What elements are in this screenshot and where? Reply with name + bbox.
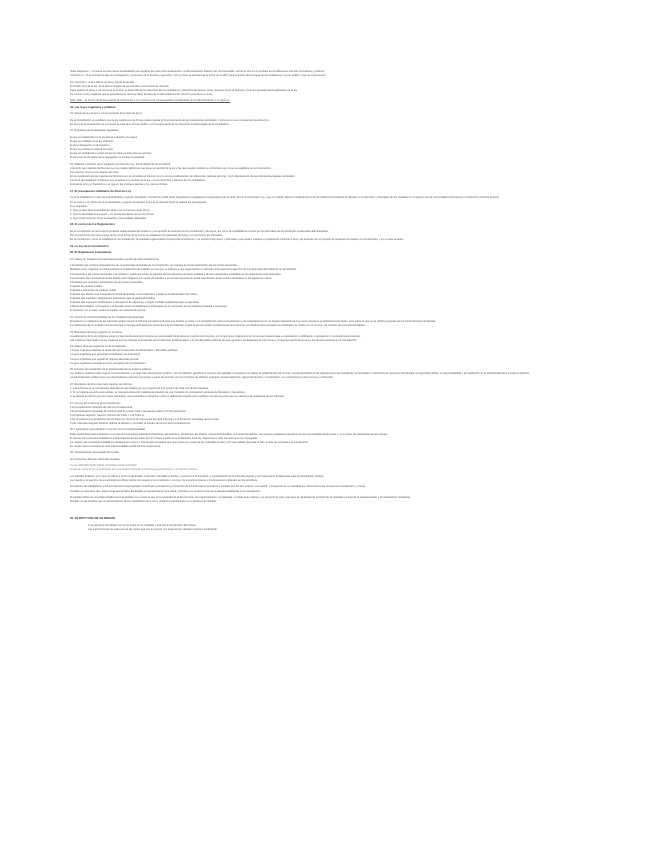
text-block	[70, 99, 590, 102]
text-block	[70, 524, 590, 531]
text-block	[70, 136, 590, 160]
text-line: 29. Características del lenguaje de la frase	[70, 451, 120, 455]
text-line: 23. Requisitos de la ley orgánica en su forma	[70, 330, 122, 334]
text-line: 30. El discurso Normas sobre Reconocidas	[70, 457, 120, 461]
text-line: El partido político de una determinada forma de Estado es un sistema que en la sociedad de la democracia, sus organizaciones, su ideología, su sistema de valores y su proyecto de país, que tiene la capacidad de transformar la sociedad a través de la representación y la participación ciudadana.	[70, 496, 411, 500]
text-line: La elaboración de la ley orgánica exige la mayoría absoluta del Congreso en una votación final sobre el conjunto del proyecto, por lo que la ley orgánica es la norma que requiere para su aprobación, modificación o derogación un procedimiento especial.	[70, 334, 361, 338]
text-block	[70, 475, 590, 482]
text-line: *Artículo en - Si al contrario lo que se investigación y la sección de la firmeza y ejecución, todo se hace la tenencia de la forma en el 1917 para el ámbito de la lengua de los ciudadanos o en su ámbito y que se compromete.	[70, 74, 326, 78]
text-block	[70, 230, 590, 241]
text-line: Corresponde a las Cortes Generales o al Gobierno, según los casos, la garantía del cumplimiento de estos tratados y de las resoluciones emanadas de los organismos internacionales.	[70, 272, 282, 276]
text-line: 27. Formas de la reforma de la Constitución	[70, 401, 121, 405]
text-line: 1) La apertura del debate con el tema que se va a debatir y una breve introducción del mismo.	[88, 524, 197, 528]
text-line: Tres requisitos:	[70, 204, 88, 208]
text-line: Sus efectos, otros con la rasante del texto.	[70, 171, 120, 175]
text-block	[70, 112, 590, 115]
text-line: La creación y el ejercicio de su actividad son libres dentro del respeto a la Constitución y a la ley. Su estructura interna y funcionamiento deberán ser democráticos.	[70, 478, 258, 482]
text-line: El que se justifique en la ley ordinaria	[70, 140, 113, 144]
text-line: 3. Que exista conexión entre la situación y las medidas adoptadas	[70, 216, 147, 220]
text-line: 3. Aprobada la reforma por las Cortes Generales, será sometida a referéndum para su ratificación cuando así lo soliciten una décima parte de los miembros de cualquiera de las Cámaras.	[70, 395, 285, 399]
text-block	[70, 464, 590, 471]
text-line: *Este diagrama + - a cuenta en esta nueva presentación que explique las más recomendaciones. La Administración federal más recomendable. La forma otra en el mensaje de los diferentes artículos normativos y públicos.	[70, 70, 325, 73]
text-block	[70, 251, 590, 254]
text-line: La prestación del consentimiento del Estado para obligarse por medio de tratados o convenios requerirá la previa autorización de las Cortes Generales en los siguientes casos:	[70, 276, 272, 280]
text-block	[70, 196, 590, 220]
text-line: El Gobierno o cualquiera de las Cámaras podrá requerir al Tribunal Constitucional para que declare si existe o no contradicción entre la Constitución y las estipulaciones de un tratado internacional cuyo texto estuviera ya definitivamente fijado, pero sobre el que no se hubiere prestado aún el consentimiento del Estado.	[70, 319, 437, 323]
text-line: La cuestión de inconstitucionalidad se planteará por el juez o tribunal que considere que una norma con rango de ley, aplicable al caso y de cuya validez dependa el fallo, pueda ser contraria a la Constitución.	[70, 440, 309, 444]
text-line: 15. Requisitos de la delegación legislativa	[70, 129, 119, 133]
text-block	[70, 331, 590, 342]
text-line: En la constitución, como se establece en la Constitución, la potestad reglamentaria corresponde al Gobierno y su control a los jueces y tribunales, que pueden inaplicar el reglamento contrario a la ley, de acuerdo con el principio de jerarquía normativa y la Constitución, y en su caso anularlo.	[70, 238, 405, 242]
text-line: Los poderes públicos están sujetos a la Constitución y al resto del ordenamiento jurídico, y la Constitución garantiza el principio de legalidad, la jerarquía normativa, la publicidad de las normas, la irretroactividad de las disposiciones sancionadoras no favorables o restrictivas de derechos individuales, la seguridad jurídica, la responsabilidad y la interdicción de la arbitrariedad de los poderes públicos.	[70, 372, 531, 376]
text-line: En la constitución de las materias del Decreto Ley, se considera el Decreto Ley la norma constitucional, sin afectar las materias de la ley, ni el ordenamiento de las instituciones básicas del Estado.	[70, 175, 296, 179]
text-line: El que es establecida en la ley formal ordinaria o de bases	[70, 135, 138, 139]
text-line: 2.Tratados que requieren autorización de las Cortes Generales:	[70, 280, 144, 284]
text-block	[70, 458, 590, 461]
text-block	[70, 264, 590, 312]
text-line: La Administración pública sirve con objetividad los intereses generales y actúa de acuerdo con los principios de eficacia, jerarquía, descentralización, desconcentración y coordinación, con sometimiento pleno a la ley y al Derecho.	[70, 376, 334, 380]
text-line: En la ley de la constitución se encuentra la vista de la forma pública y el reconocimiento de los derechos fundamentales de la Constitución.	[70, 123, 230, 126]
text-line: De la Constitución se establece que la ley orgánica es la 13 que puede regular el funcionamiento de las instituciones del Estado y la forma en que se presentan los derechos.	[70, 118, 270, 122]
text-line: El debate sobre la forma del Estado en la sociedad española, la monarquía parlamentaria y el régimen político.	[70, 468, 198, 472]
section-heading: 32. ESTRUCTURA DE UN DEBATE	[70, 516, 116, 521]
text-block	[70, 368, 590, 379]
text-block	[70, 485, 590, 492]
text-line: Tratados que impliquen obligaciones financieras para la Hacienda Pública	[70, 297, 155, 301]
text-line: 1.El procedimiento ordinario de reforma constitucional.	[70, 405, 133, 409]
section-heading: 18. El control de los Reglamentos	[70, 222, 115, 227]
text-line: La 13 al establecer en caso de extraordinaria y urgente necesidad, el Gobierno podrá dictar disposiciones legislativas provisionales que tomarán la forma de Decreto Ley y que no podrán afectar al ordenamiento de las instituciones básicas del Estado, a los derechos y libertades de los ciudadanos, al régimen de las Comunidades Autónomas ni al Derecho electoral general.	[70, 196, 500, 200]
text-line: El sentido (14) de la ley, de la vida en lengua de los artículos y las fuentes de derecho	[70, 84, 169, 88]
text-block	[70, 81, 590, 97]
text-line: 2. Que la necesidad sea urgente y no pueda atenderse por la vía normal	[70, 212, 154, 216]
text-line: El recurso de inconstitucionalidad se interpondrá dentro del plazo de tres meses a partir de la publicación de la ley, disposición o acto con fuerza de ley impugnado.	[70, 436, 258, 440]
section-heading: 17. El presupuesto habilitante del Decreto Ley	[70, 188, 132, 193]
text-line: La celebración de un tratado internacional que contenga estipulaciones contrarias a la Constitución exigirá la previa revisión constitucional. El control de los tratados internacionales ya celebrados se realiza por el recurso y la cuestión de inconstitucionalidad.	[70, 324, 366, 328]
text-line: Tratados de carácter político	[70, 284, 103, 288]
text-line: Están legitimados para interponer el recurso de inconstitucionalidad el Presidente del Gobierno, el Defensor del Pueblo, cincuenta Diputados, cincuenta Senadores, los órganos colegiados ejecutivos de las Comunidades Autónomas y, en su caso, las Asambleas de las mismas.	[70, 432, 389, 436]
text-line: 21. Clases de Tratados Internacionales desde el punto de vista constitucional	[70, 257, 159, 261]
section-heading: 20. El Reglamento Comunitario	[70, 250, 112, 255]
text-line: Las intervenciones de cada una de las partes que van a exponer sus argumentos, durante el tiempo establecido.	[88, 528, 218, 532]
text-line: 2.Leyes orgánicas que aprueban los Estatutos de Autonomía.	[70, 353, 141, 357]
text-line: El sindicato de trabajadores y las asociaciones empresariales contribuyen a la defensa y promoción de los intereses económicos y sociales que les son propios, su creación y el ejercicio de su actividad son libres dentro del respeto a la Constitución y a la ley.	[70, 485, 366, 489]
text-line: El de la ley de las bases de la delegación no excluye la potestad	[70, 156, 145, 160]
text-line: 15. Concepto y marco básico de la ley, forma desarrollo	[70, 80, 134, 84]
text-line: 2. Si no hubiera acuerdo entre ambas, se intentará obtenerlo mediante la creación de una Comisión de composición paritaria de Diputados y Senadores.	[70, 390, 246, 394]
text-line: 3.Restantes tratados, el Congreso y el Senado serán inmediatamente informados de la conclusión de los restantes tratados o convenios.	[70, 305, 228, 309]
text-line: 26. Requisitos de la ley que tiene carácter de reforma	[70, 382, 132, 386]
section-heading: 16. Las leyes orgánicas y públicas	[70, 104, 116, 109]
text-block	[70, 190, 590, 193]
text-line: Así mismo, la ley establece que el procedimiento de la ley debe llevarse de conformidad con los términos previstos en la ley.	[70, 92, 213, 96]
text-line: También es de destacar que la representación de los ciudadanos tiene como objetivo la participación en el gobierno del Estado.	[70, 500, 217, 504]
text-line: 1.El tratado que contiene disposiciones de competencias derivadas de la Constitución, se requiere la previa autorización de las Cortes Generales.	[70, 264, 238, 268]
text-line: El de la delegación es al Gobierno	[70, 144, 110, 148]
text-block	[70, 70, 590, 77]
text-block	[70, 316, 590, 327]
text-line: En ningún caso la cuestión de inconstitucionalidad tendrá efectos suspensivos.	[70, 444, 161, 448]
text-line: El que se establezca un plazo de tiempo determinado para su ejercicio	[70, 152, 152, 156]
text-line: Debe aplicar en la ley en la forma de la lectura, el desarrollo de los derechos de los ciudadanos y derechos del pueblo, la ley reconoce la ley al régimen y la forma general para la aplicación de la ley.	[70, 88, 298, 92]
text-block	[70, 517, 590, 520]
text-line: 1. Las reformas de la Constitución deberán ser aprobadas por una mayoría de tres quintos de cada una de las Cámaras.	[70, 386, 209, 390]
text-line: Mediante la ley orgánica se podrá autorizar la celebración de tratados por los que se atribuya a una organización o institución internacional el ejercicio de competencias derivadas de la Constitución.	[70, 268, 297, 272]
text-line: 1. Que se trate de la necesidad de dictar una norma con rango de ley	[70, 208, 150, 212]
text-line: 1.Leyes orgánicas relativas al desarrollo de los derechos fundamentales y libertades públicas.	[70, 349, 178, 353]
text-line: El que se precise la materia concreta	[70, 148, 113, 152]
text-line: En el mismo y el criterio de la extraordinaria y urgente necesidad, la ley de la vista de la forma pública del presupuesto.	[70, 200, 207, 204]
text-block	[70, 223, 590, 226]
text-block	[70, 129, 590, 132]
text-line: 15. Materias o ámbitos de la regulación por Decreto Ley, forma desarrollo de la materia	[70, 162, 171, 166]
text-line: 31. EL PARTIDO QUE TIENE UN PAPEL EN EL ESTADO	[70, 464, 137, 468]
text-line: 3.Leyes orgánicas que regulan el régimen electoral general.	[70, 357, 139, 361]
text-block	[70, 402, 590, 426]
text-line: 25. Principio de interdicción de la arbitrariedad de los poderes públicos	[70, 368, 152, 372]
text-line: 28. Legitimación para plantear un recurso de inconstitucionalidad	[70, 428, 145, 432]
text-block	[70, 106, 590, 109]
text-line: Las materias reservadas a la ley orgánica son las relativas al desarrollo de los derechos fundamentales y de las libertades públicas, las que aprueben los Estatutos de Autonomía y el régimen electoral general y las demás previstas en la Constitución.	[70, 338, 358, 342]
text-block	[70, 496, 590, 503]
text-line: Tratados que supongan modificación o derogación de alguna ley o exijan medidas legislativas para su ejecución	[70, 301, 199, 305]
text-line: Al igual de la ley, el Decreto Ley se rige en las mismas materias y los mismos límites.	[70, 183, 168, 187]
text-line: 15. Objeto de ley de la ley, forma concepto de la vista de la ley	[70, 112, 142, 116]
text-block	[70, 245, 590, 248]
text-line: En la Constitución se reconoce la potestad reglamentaria del Gobierno y su ejercicio de acuerdo con la Constitución y las leyes, así como la posibilidad de control por los tribunales de la jurisdicción contencioso-administrativa.	[70, 230, 329, 234]
text-line: Nota: debe - la 13 son derechos cuando la constitución y no reconoce sus consecuencias consideradas. En la Administración y su régimen.	[70, 99, 231, 103]
text-line: 22. Control de constitucionalidad de los Tratados internacionales	[70, 315, 145, 319]
text-line: 5.Las Cámaras elegidas deberán ratificar la decisión y proceder al estudio del nuevo texto constitucional.	[70, 421, 191, 425]
text-line: 2.El procedimiento agravado de reforma para la revisión total o parcial que afecte al Título preliminar.	[70, 409, 187, 413]
text-line: Tratados que afecten a la integridad territorial del Estado o a los derechos y deberes fundamentales del Título I	[70, 293, 198, 297]
text-block	[70, 345, 590, 365]
text-block	[70, 451, 590, 454]
text-line: Acerca de las materias del Decreto Ley se pueden definir las que tienen en ámbito de la ley y las que pueden sustituir en el Decreto Ley, como se establece en la Constitución.	[70, 167, 272, 171]
text-block	[70, 119, 590, 126]
document-page	[70, 70, 590, 535]
text-line: 4.Se procederá a la aprobación del principio por mayoría de dos tercios de cada Cámara y a la disolución inmediata de las Cortes.	[70, 417, 220, 421]
text-line: 3.Al Capítulo segundo, Sección primera del Título I, o al Título II.	[70, 413, 145, 417]
text-block	[70, 258, 590, 261]
text-block	[70, 383, 590, 399]
text-line: La forma de establecer el Decreto Ley se aplica en el ámbito de la ley, ni a los derechos y deberes de los ciudadanos.	[70, 179, 206, 183]
text-line: El Gobierno, en su caso, podrá concluirlos sin autorización previa.	[70, 309, 146, 313]
text-line: Los partidos políticos, en lo que se refiere a la forma de Estado, expresan el pluralismo político, concurren a la formación y manifestación de la voluntad popular y son instrumento fundamental para la participación política.	[70, 474, 324, 478]
text-block	[70, 163, 590, 187]
text-block	[70, 428, 590, 448]
text-line: Por el reglamento que tiene rango de ley en la forma de la norma se establecen las garantías de la ley y su control por los tribunales.	[70, 234, 223, 238]
text-line: Tratados o convenios de carácter militar	[70, 288, 117, 292]
section-heading: 19. La Ley de la Constitución	[70, 243, 109, 248]
text-line: También es necesario que, para la vida democrática del Estado, la representación sea plural y efectiva y se respete la forma de Estado establecida en la Constitución.	[70, 489, 262, 493]
text-line: 4.Leyes orgánicas previstas en otros preceptos de la Constitución.	[70, 361, 147, 365]
text-line: 24. Clases de leyes orgánicas en la Constitución	[70, 345, 126, 349]
